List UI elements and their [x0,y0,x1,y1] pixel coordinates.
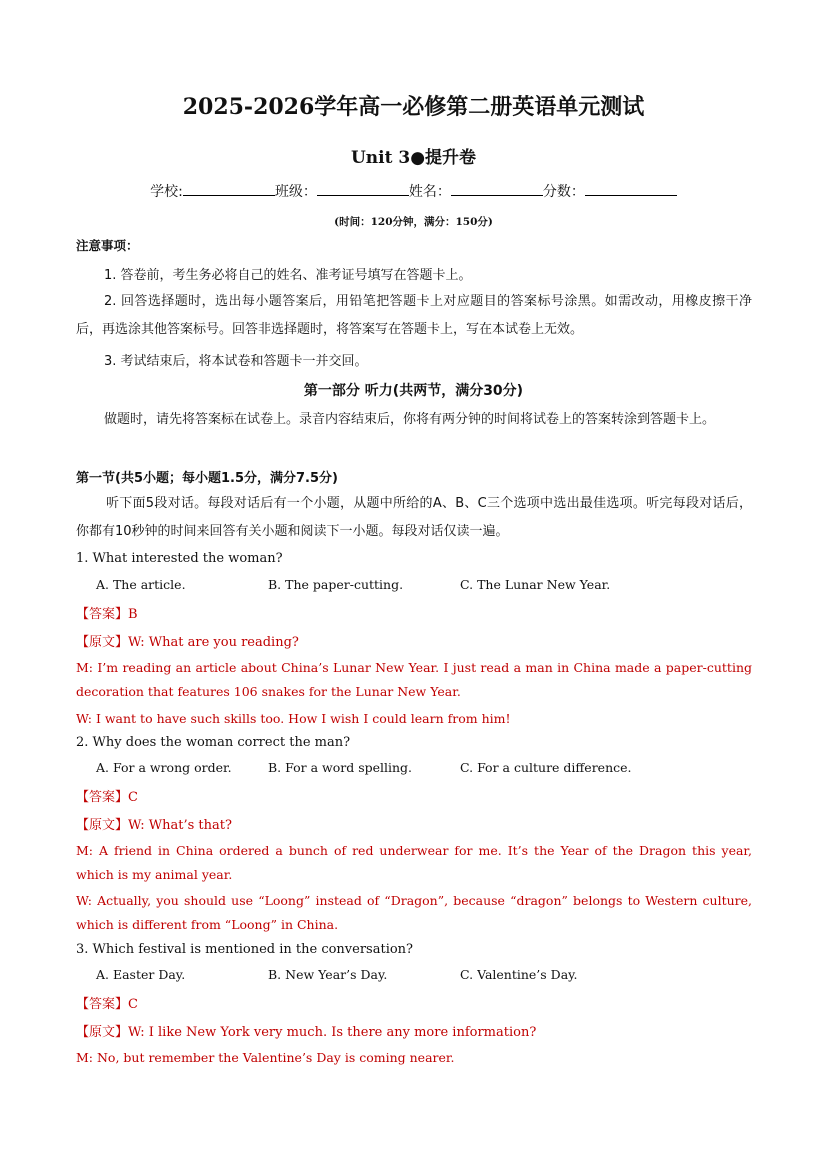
note-item: 2. 回答选择题时，选出每小题答案后，用铅笔把答题卡上对应题目的答案标号涂黑。如需改动，用橡皮擦干净后，再选涂其他答案标号。回答非选择题时，将答案写在答题卡上，写在本试卷上无效。 [76,294,752,337]
option-c: C. The Lunar New Year. [460,577,611,592]
question-stem: 1. What interested the woman? [76,551,283,566]
score-blank[interactable] [585,181,677,196]
school-blank[interactable] [183,181,275,196]
part-title: 第一部分 听力(共两节，满分30分) [303,383,524,399]
transcript-first: W: I like New York very much. Is there any more information? [128,1025,537,1040]
answer-label: 【答案】 [76,790,129,805]
option-b: B. The paper-cutting. [268,577,404,592]
answer-line [76,603,138,622]
name-blank[interactable] [451,181,543,196]
note-item: 1. 答卷前，考生务必将自己的姓名、准考证号填写在答题卡上。 [104,268,472,283]
question-stem: 3. Which festival is mentioned in the conversation? [76,942,414,957]
option-b: B. For a word spelling. [268,760,413,775]
transcript-first: W: What’s that? [128,818,232,833]
option-a: A. For a wrong order. [96,760,232,775]
answer-line [76,786,138,805]
option-a: A. Easter Day. [96,967,186,982]
score-label: 分数： [542,184,585,200]
school-label: 学校: [150,184,183,200]
question-stem: 2. Why does the woman correct the man? [76,735,351,750]
transcript-text: M: No, but remember the Valentine’s Day is coming nearer. [76,1050,455,1065]
section-title: 第一节(共5小题；每小题1.5分，满分7.5分) [76,471,338,486]
answer-label: 【答案】 [76,607,129,622]
page-title: 2025-2026学年高一必修第二册英语单元测试 [182,94,645,120]
transcript-label: 【原文】 [76,1025,129,1040]
transcript-text: M: I’m reading an article about China’s Lunar New Year. I just read a man in China made a paper-cutting decoration that features 106 snakes for the Lunar New Year. [76,660,752,699]
class-blank[interactable] [317,181,409,196]
answer-value: C [128,790,138,805]
note-item: 3. 考试结束后，将本试卷和答题卡一并交回。 [104,354,368,369]
section-instruction: 听下面5段对话。每段对话后有一个小题，从题中所给的A、B、C三个选项中选出最佳选项。听完每段对话后，你都有10秒钟的时间来回答有关小题和阅读下一小题。每段对话仅读一遍。 [76,496,752,539]
option-c: C. For a culture difference. [460,760,632,775]
transcript-line [76,814,232,833]
transcript-text: W: I want to have such skills too. How I wish I could learn from him! [76,711,511,726]
option-b: B. New Year’s Day. [268,967,388,982]
class-label: 班级： [274,184,317,200]
option-a: A. The article. [96,577,186,592]
transcript-line [76,1021,536,1040]
notes-heading: 注意事项： [76,238,139,253]
student-info-line [0,181,827,201]
transcript-text: W: Actually, you should use “Loong” instead of “Dragon”, because “dragon” belongs to Western culture, which is different from “Loong” in China. [76,893,752,932]
unit-subtitle: Unit 3●提升卷 [350,148,477,168]
transcript-text: M: A friend in China ordered a bunch of red underwear for me. It’s the Year of the Dragon this year, which is my animal year. [76,843,752,882]
answer-value: C [128,997,138,1012]
name-label: 姓名： [408,184,451,200]
transcript-first: W: What are you reading? [128,635,299,650]
answer-line [76,993,138,1012]
option-c: C. Valentine’s Day. [460,967,578,982]
time-note: (时间：120分钟，满分：150分) [334,216,493,228]
transcript-label: 【原文】 [76,818,129,833]
part-instruction: 做题时，请先将答案标在试卷上。录音内容结束后，你将有两分钟的时间将试卷上的答案转涂到答题卡上。 [104,412,716,427]
transcript-label: 【原文】 [76,635,129,650]
answer-label: 【答案】 [76,997,129,1012]
transcript-line [76,631,299,650]
answer-value: B [128,607,138,622]
